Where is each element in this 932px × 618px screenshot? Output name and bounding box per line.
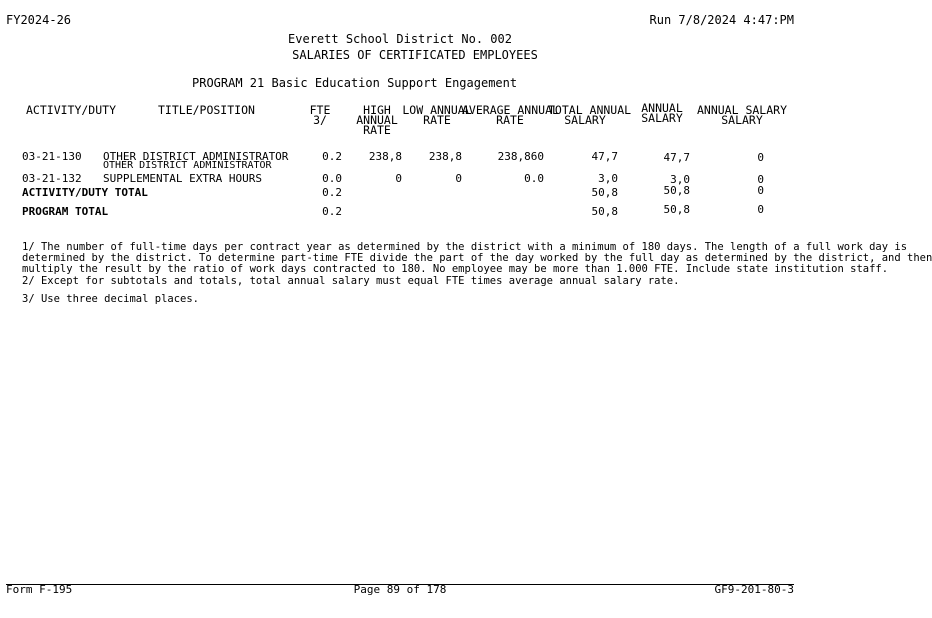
row-activity: 03-21-130 — [22, 150, 82, 163]
row-title-overflow: OTHER DISTRICT ADMINISTRATOR — [103, 160, 272, 171]
row-annual-salary-2: 0 — [757, 151, 764, 164]
col-annual1-line2: SALARY — [641, 111, 683, 125]
footnote-1-line1: 1/ The number of full-time days per contract year as determined by the district with a minimum of 180 days. The length of a full work day is — [22, 241, 908, 253]
row-total-salary: 3,0 — [598, 172, 618, 185]
footnote-2: 2/ Except for subtotals and totals, total annual salary must equal FTE times average annual salary rate. — [22, 275, 680, 287]
col-low-line1: LOW ANNUAL — [402, 103, 472, 117]
col-high-line2: ANNUAL — [356, 113, 398, 127]
row-low-rate: 0 — [455, 172, 462, 185]
col-annual1-line1: ANNUAL — [641, 101, 683, 115]
col-annual-salary-2 — [690, 105, 794, 125]
page-number: Page 89 of 178 — [353, 583, 447, 596]
col-total-line1: TOTAL ANNUAL — [548, 103, 632, 117]
col-average-annual-rate — [462, 105, 558, 125]
run-timestamp: Run 7/8/2024 4:47:PM — [649, 13, 794, 27]
footnote-3: 3/ Use three decimal places. — [22, 293, 200, 305]
col-annual2-line2: SALARY — [721, 113, 763, 127]
col-fte — [298, 105, 342, 125]
program-heading: PROGRAM 21 Basic Education Support Engagement — [192, 76, 518, 90]
row-fte: 0.2 — [322, 150, 342, 163]
row-fte: 0.0 — [322, 172, 342, 185]
program-total-fte: 0.2 — [322, 205, 342, 218]
form-code: GF9-201-80-3 — [714, 583, 794, 596]
form-number: Form F-195 — [6, 583, 73, 596]
row-average-rate: 238,860 — [497, 150, 544, 163]
subtotal-annual-salary-2: 0 — [757, 184, 764, 197]
col-total-line2: SALARY — [564, 113, 606, 127]
program-total-annual-salary-1: 50,8 — [663, 203, 690, 216]
row-title: SUPPLEMENTAL EXTRA HOURS — [103, 172, 262, 185]
col-total-annual-salary — [548, 103, 632, 127]
col-fte-note: 3/ — [313, 113, 327, 127]
col-title-position: TITLE/POSITION — [158, 103, 255, 117]
row-average-rate: 0.0 — [524, 172, 544, 185]
row-annual-salary-1: 3,0 — [670, 173, 690, 186]
row-high-rate: 238,8 — [368, 150, 402, 163]
row-title: OTHER DISTRICT ADMINISTRATOR — [103, 150, 289, 163]
col-avg-line2: RATE — [496, 113, 524, 127]
district-name: Everett School District No. 002 — [288, 32, 512, 46]
col-high-annual-rate — [354, 105, 400, 135]
row-low-rate: 238,8 — [428, 150, 462, 163]
program-total-label: PROGRAM TOTAL — [22, 205, 109, 218]
col-activity-duty: ACTIVITY/DUTY — [26, 103, 117, 117]
col-high-line1: HIGH — [363, 103, 391, 117]
fiscal-year: FY2024-26 — [6, 13, 72, 27]
subtotal-label: ACTIVITY/DUTY TOTAL — [22, 186, 148, 199]
report-title: SALARIES OF CERTIFICATED EMPLOYEES — [292, 48, 538, 62]
row-activity: 03-21-132 — [22, 172, 82, 185]
program-total-salary: 50,8 — [591, 205, 618, 218]
col-low-line2: RATE — [423, 113, 451, 127]
subtotal-annual-salary-1: 50,8 — [663, 184, 690, 197]
row-high-rate: 0 — [395, 172, 402, 185]
col-fte-label: FTE — [309, 103, 331, 117]
row-annual-salary-1: 47,7 — [663, 151, 690, 164]
row-total-salary: 47,7 — [591, 150, 618, 163]
row-annual-salary-2: 0 — [757, 173, 764, 186]
col-annual2-line1: ANNUAL SALARY — [696, 103, 787, 117]
footnote-1-line3: multiply the result by the ratio of work days contracted to 180. No employee may be more than 1.000 FTE. Include state institution staff. — [22, 263, 889, 275]
program-total-annual-salary-2: 0 — [757, 203, 764, 216]
footnote-1-line2: determined by the district. To determine part-time FTE divide the part of the day worked by the full day as determined by the district, and then — [22, 252, 932, 264]
col-high-line3: RATE — [363, 123, 391, 137]
subtotal-fte: 0.2 — [322, 186, 342, 199]
subtotal-total-salary: 50,8 — [591, 186, 618, 199]
col-avg-line1: AVERAGE ANNUAL — [462, 103, 559, 117]
